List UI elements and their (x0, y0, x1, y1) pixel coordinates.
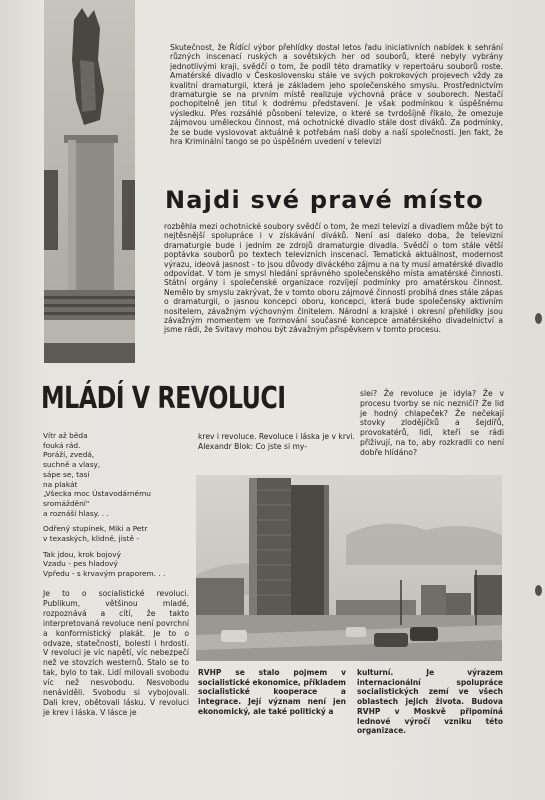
poem-line: Vzadu - pes hladový (43, 559, 118, 569)
monument-image (44, 0, 135, 363)
poem-line: suchně a vlasy, (43, 460, 101, 470)
rvhp-building-image (196, 475, 502, 661)
punch-hole-top (535, 313, 542, 324)
rvhp-building-photo (196, 475, 502, 661)
poem-line: sápe se, tasí (43, 469, 90, 479)
left-col-text: Je to o socialistické revoluci. Publikum, většinou mladé, rozpoznává a cítí, že takto interpretovaná revoluce není povrchní a konformistický plakát. Je to o odvaze, statečnosti, bolesti i hrdosti. V revoluci je víc napětí, víc nebezpečí než ve stovzích westernů. Stalo se to tak, bylo to tak. Lidí milovali svobodu víc než nesvobodu. Nesvobodu nenáviděli. Svobodu si vybojovali. Dali krev, obětovali lásku. V revoluci je krev i láska. V lásce je (43, 589, 189, 717)
poem-line: Odřený stupínek, Miki a Petr (43, 524, 148, 534)
poem-line: Vítr až běda (43, 431, 88, 440)
poem-line: a roznáší hlasy. . . (43, 508, 109, 518)
poem-line: v texaských, klidně, jistě - (43, 534, 140, 544)
poem-line: „Všecka moc Ústavodárnému (43, 489, 151, 499)
poem-line: Vpředu - s krvavým praporem. . . (43, 569, 166, 579)
poem-line: fouká rád. (43, 440, 81, 450)
poem-line: sromáždění" (43, 498, 90, 508)
intro-text: Skutečnost, že Řídící výbor přehlídky dostal letos řadu iniciativních nabídek k sehrání různých inscenací ruských a sovětských her od souborů, které nebyly vybrány jednotlivými kraji, svědčí o tom, že podíl této dramatiky v repertoáru souborů roste. Amatérské divadlo v Československu stále ve svých pokrokových projevech vždy za kvalitní dramaturgii, která je základem jeho společenského smyslu. Prostřednictvím dramaturgie se na prvním místě realizuje výchovná práce v souborech. Nestačí pochopitelně jen titul k dodrému představení. Je však podmínkou k úspěšnému výsledku. Přes rozsáhlé působení televize, o které se tvrdošíjně říkalo, že omezuje zájmovou uměleckou činnost, má ochotnické divadlo stále dost diváků. Za podmínky, že se bude vyslovovat aktuálně k potřebám naší doby a naší společnosti. Jen fakt, že hra Kriminální tango se po úspěšném uvedení v televizi (170, 43, 503, 147)
monument-photo (44, 0, 135, 363)
mid-text: krev i revoluce. Revoluce i láska je v krvi. Alexandr Blok: Co jste si my- (198, 432, 355, 451)
right-col-text: slei? Že revoluce je idyla? Že v procesu tvorby se nic nezničí? Že lid je hodný chlapeček? Že nečekají stovky zlodějíčků a šejdířů, provokatérů, lidí, kteří se rádi přiživují, na to, aby rozkradli co není dobře hlídáno? (360, 389, 504, 457)
headline-mladi: MLÁDÍ V REVOLUCI (41, 381, 286, 416)
poem-line: na plakát (43, 479, 78, 489)
punch-hole-bottom (535, 585, 542, 596)
headline-najdi: Najdi své pravé místo (165, 186, 485, 214)
poem (43, 431, 193, 579)
caption-left: RVHP se stalo pojmem v socialistické ekonomice, příkladem socialistické kooperace a integrace. Její význam není jen ekonomický, ale také politický a (198, 668, 346, 716)
poem-line: Poráží, zvedá, (43, 450, 95, 460)
article-text: rozběhla mezi ochotnické soubory svědčí o tom, že mezi televizí a divadlem může být to nejtěsnější spolupráce i v získávání diváků. Není asi daleko doba, že televizní dramaturgie bude i jedním ze zdrojů dramaturgie divadla. Svědčí o tom stále větší poptávka souborů po textech televizních inscenací. Tematická aktuálnost, modernost výrazu, ideová jasnost - to jsou důvody diváckého zájmu a na ty musí amatérské divadlo odpovídat. V tom je smysl hledání správného společenského místa amatérské činnosti. Státní orgány i společenské organizace rozvíjejí podmínky pro amatérskou činnost. Nemělo by smyslu zakrývat, že v tomto oboru zájmové činnosti probíhá dnes stále zápas o dramaturgii, o jasnou koncepci oboru, koncepci, která bude společensky aktivním nositelem, závažným výchovným činitelem. Národní a krajské i okresní přehlídky jsou závažným momentem ve formování současné koncepce amatérského divadelnictví a jsme rádi, že Svitavy mohou být závažným přispěvkem v tomto procesu. (164, 222, 503, 335)
caption-right: kulturní. Je výrazem internacionální spolupráce socialistických zemí ve všech oblastech jejich života. Budova RVHP v Moskvě připomíná lednové výročí vzniku této organizace. (357, 668, 503, 736)
poem-line: Tak jdou, krok bojový (43, 549, 121, 559)
